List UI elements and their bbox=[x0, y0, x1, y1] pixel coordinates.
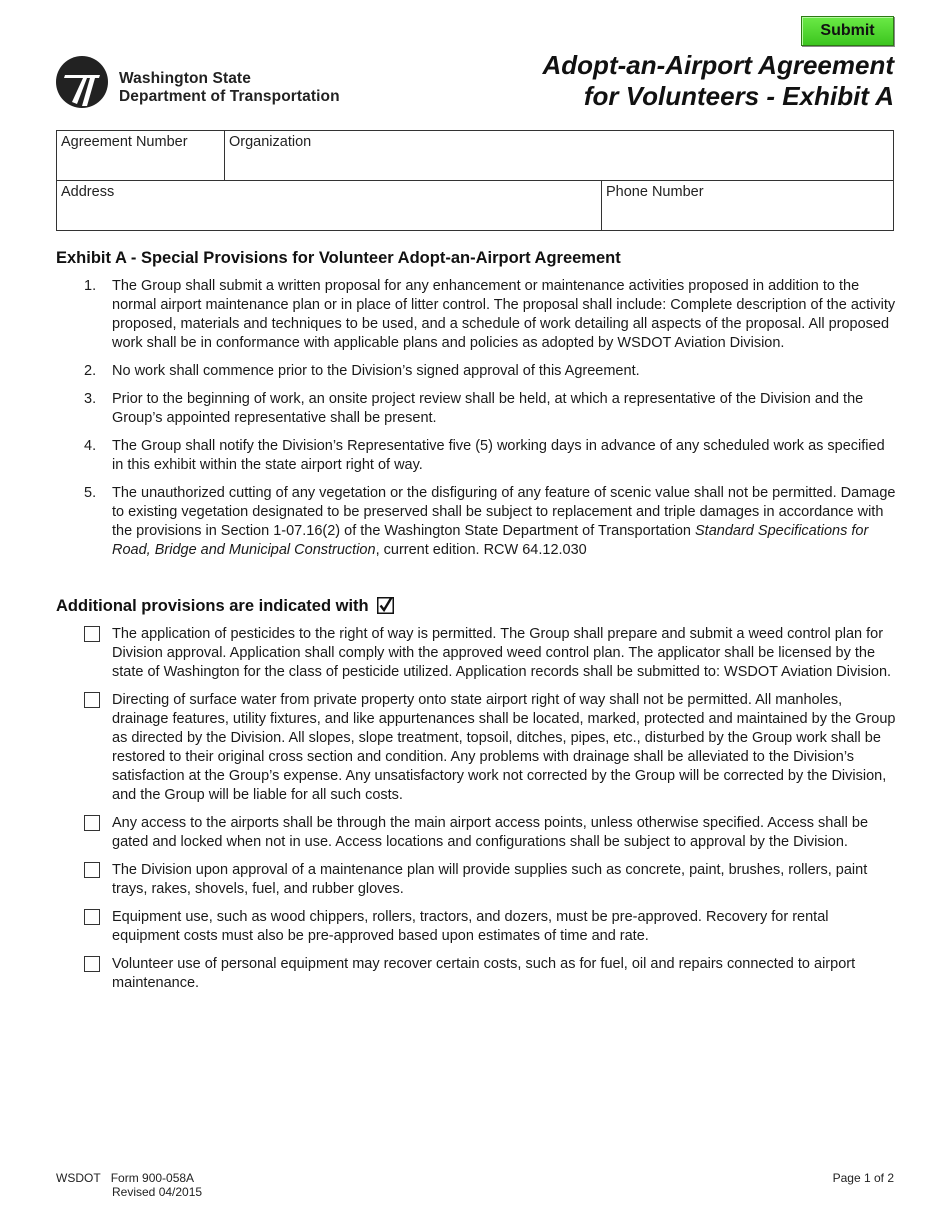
form-title bbox=[543, 50, 894, 112]
additional-provision-text: The Division upon approval of a maintenance plan will provide supplies such as concrete, paint, brushes, rollers, paint trays, rakes, shovels, fuel, and rubber gloves. bbox=[112, 862, 868, 897]
additional-provision-item bbox=[56, 625, 896, 682]
provision-number: 2. bbox=[84, 363, 97, 379]
provision-checkbox[interactable] bbox=[84, 956, 100, 972]
checkmark-icon bbox=[377, 597, 394, 614]
wsdot-logo-icon bbox=[56, 56, 108, 108]
provision-checkbox[interactable] bbox=[84, 909, 100, 925]
provision-item bbox=[56, 277, 896, 353]
additional-provisions-list bbox=[56, 625, 896, 1002]
provision-text: The Group shall notify the Division’s Representative five (5) working days in advance of any scheduled work as specified in this exhibit within the state airport right of way. bbox=[112, 438, 885, 473]
footer-revised: Revised 04/2015 bbox=[112, 1185, 203, 1199]
additional-provision-text: Any access to the airports shall be through the main airport access points, unless otherwise specified. Access shall be gated and locked when not in use. Access locations and configurations shall be subject to approval by the Division. bbox=[112, 815, 869, 850]
agreement-number-label: Agreement Number bbox=[61, 134, 188, 150]
provision-text: The Group shall submit a written proposal for any enhancement or maintenance activities proposed in addition to the normal airport maintenance plan or in place of litter control. The proposal shall include: Complete description of the activity proposed, materials and techniques to be used, and a schedule of work detailing all aspects of the proposal. All proposed work shall be in conformance with applicable plans and policies as adopted by WSDOT Aviation Division. bbox=[112, 278, 896, 351]
additional-heading-text: Additional provisions are indicated with bbox=[56, 597, 369, 615]
page-number: Page 1 of 2 bbox=[832, 1171, 894, 1185]
provision-number: 4. bbox=[84, 438, 97, 454]
organization-field[interactable] bbox=[224, 130, 894, 181]
provision-number: 5. bbox=[84, 485, 97, 501]
address-field[interactable] bbox=[56, 180, 602, 231]
footer-agency: WSDOT bbox=[56, 1171, 101, 1185]
additional-provision-item bbox=[56, 861, 896, 899]
provision-item bbox=[56, 390, 896, 428]
provision-text: No work shall commence prior to the Division’s signed approval of this Agreement. bbox=[112, 363, 640, 379]
provision-text: The unauthorized cutting of any vegetation or the disfiguring of any feature of scenic value shall not be permitted. Damage to existing vegetation designated to be preserved shall be subject to replacement and triple damages in accordance with the provisions in Section 1-07.16(2) of the Washington State Department of Transportation bbox=[112, 485, 896, 539]
provision-checkbox[interactable] bbox=[84, 815, 100, 831]
provision-text: Prior to the beginning of work, an onsite project review shall be held, at which a representative of the Division and the Group’s appointed representative shall be present. bbox=[112, 391, 864, 426]
phone-number-field[interactable] bbox=[601, 180, 894, 231]
provision-item bbox=[56, 484, 896, 560]
additional-provision-item bbox=[56, 955, 896, 993]
agreement-number-field[interactable] bbox=[56, 130, 225, 181]
provision-number: 1. bbox=[84, 278, 97, 294]
additional-provision-item bbox=[56, 691, 896, 805]
agency-name bbox=[119, 70, 340, 106]
agency-name-line2: Department of Transportation bbox=[119, 88, 340, 105]
address-label: Address bbox=[61, 184, 115, 200]
additional-provision-text: Equipment use, such as wood chippers, rollers, tractors, and dozers, must be pre-approved. Recovery for rental equipment costs must also be pre-approved based upon estimates of time and rate. bbox=[112, 909, 829, 944]
form-title-line2: for Volunteers - Exhibit A bbox=[583, 81, 894, 111]
provision-number: 3. bbox=[84, 391, 97, 407]
additional-provision-text: The application of pesticides to the right of way is permitted. The Group shall prepare and submit a weed control plan for Division approval. Application shall comply with the approved weed control plan. The applicator shall be licensed by the state of Washington for the class of pesticide utilized. Application records shall be submitted to: WSDOT Aviation Division. bbox=[112, 626, 892, 680]
form-footer bbox=[56, 1171, 202, 1199]
provision-item bbox=[56, 437, 896, 475]
provision-checkbox[interactable] bbox=[84, 692, 100, 708]
additional-provision-item bbox=[56, 908, 896, 946]
provision-citation: Standard Specifications for Road, Bridge and Municipal Construction bbox=[112, 523, 869, 558]
footer-form-number: Form 900-058A bbox=[110, 1171, 195, 1185]
organization-label: Organization bbox=[229, 134, 312, 150]
provision-item bbox=[56, 362, 896, 381]
additional-heading bbox=[56, 597, 394, 616]
additional-provision-item bbox=[56, 814, 896, 852]
additional-provision-text: Directing of surface water from private property onto state airport right of way shall not be permitted. All manholes, drainage features, utility fixtures, and like appurtenances shall be located, marked, protected and maintained by the Group as directed by the Division. All slopes, slope treatment, topsoil, ditches, pipes, etc., disturbed by the Group work shall be restored to their original cross section and condition. Any problems with drainage shall be alleviated to the Division’s satisfaction at the Group’s expense. Any unsatisfactory work not corrected by the Group will be corrected by the Division, and the Group will be liable for all such costs. bbox=[112, 692, 896, 803]
form-title-line1: Adopt-an-Airport Agreement bbox=[542, 50, 894, 80]
phone-number-label: Phone Number bbox=[606, 184, 704, 200]
additional-provision-text: Volunteer use of personal equipment may recover certain costs, such as for fuel, oil and repairs connected to airport maintenance. bbox=[112, 956, 856, 991]
submit-button[interactable]: Submit bbox=[801, 16, 894, 46]
exhibit-heading: Exhibit A - Special Provisions for Volunteer Adopt-an-Airport Agreement bbox=[56, 249, 621, 267]
provisions-list bbox=[56, 277, 896, 569]
provision-text-tail: , current edition. RCW 64.12.030 bbox=[375, 542, 587, 558]
agency-name-line1: Washington State bbox=[119, 70, 251, 87]
provision-checkbox[interactable] bbox=[84, 862, 100, 878]
provision-checkbox[interactable] bbox=[84, 626, 100, 642]
